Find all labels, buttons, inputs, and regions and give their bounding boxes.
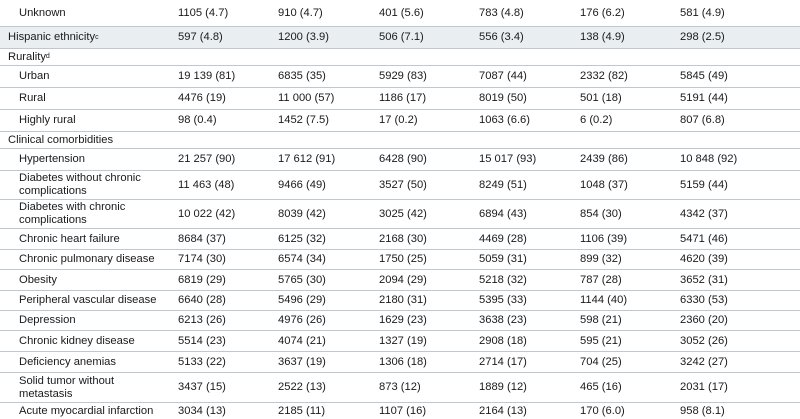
value-cell: 6574 (34) — [278, 253, 326, 265]
value-cell: 1452 (7.5) — [278, 114, 329, 126]
value-cell: 6894 (43) — [479, 207, 527, 220]
value-cell: 6835 (35) — [278, 70, 326, 82]
row-label: Peripheral vascular disease — [19, 294, 157, 306]
value-cell: 17 (0.2) — [379, 114, 418, 126]
value-cell: 6 (0.2) — [580, 114, 613, 126]
row-label: Acute myocardial infarction — [19, 404, 154, 417]
value-cell: 5845 (49) — [680, 70, 728, 82]
value-cell: 170 (6.0) — [580, 404, 625, 417]
value-cell: 1327 (19) — [379, 334, 427, 347]
table-row — [0, 88, 800, 110]
value-cell: 1186 (17) — [379, 92, 427, 104]
value-cell: 3652 (31) — [680, 273, 728, 286]
value-cell: 3034 (13) — [178, 404, 226, 417]
value-cell: 6213 (26) — [178, 314, 226, 326]
value-cell: 11 463 (48) — [178, 178, 235, 191]
value-cell: 2360 (20) — [680, 314, 728, 326]
value-cell: 3638 (23) — [479, 314, 527, 326]
value-cell: 10 848 (92) — [680, 153, 738, 165]
value-cell: 556 (3.4) — [479, 31, 524, 43]
value-cell: 4469 (28) — [479, 232, 527, 245]
value-cell: 595 (21) — [580, 334, 622, 347]
value-cell: 1750 (25) — [379, 253, 427, 265]
value-cell: 21 257 (90) — [178, 153, 236, 165]
value-cell: 704 (25) — [580, 355, 622, 368]
value-cell: 807 (6.8) — [680, 114, 725, 126]
value-cell: 1200 (3.9) — [278, 31, 329, 43]
value-cell: 19 139 (81) — [178, 70, 236, 82]
value-cell: 1063 (6.6) — [479, 114, 530, 126]
value-cell: 5471 (46) — [680, 232, 728, 245]
table-row — [0, 331, 800, 352]
value-cell: 2908 (18) — [479, 334, 527, 347]
row-label: Obesity — [19, 273, 57, 286]
value-cell: 1048 (37) — [580, 178, 628, 191]
value-cell: 4342 (37) — [680, 207, 728, 220]
value-cell: 7174 (30) — [178, 253, 226, 265]
row-label: Diabetes without chronic complications — [19, 172, 141, 197]
value-cell: 5514 (23) — [178, 334, 226, 347]
table-row — [0, 110, 800, 132]
value-cell: 138 (4.9) — [580, 31, 625, 43]
value-cell: 5191 (44) — [680, 92, 728, 104]
value-cell: 9466 (49) — [278, 178, 326, 191]
value-cell: 5496 (29) — [278, 294, 326, 306]
table-row — [0, 270, 800, 291]
value-cell: 6640 (28) — [178, 294, 226, 306]
row-label: Chronic heart failure — [19, 232, 120, 245]
value-cell: 506 (7.1) — [379, 31, 424, 43]
table-row — [0, 171, 800, 200]
table-row — [0, 352, 800, 373]
table-row — [0, 66, 800, 88]
value-cell: 1629 (23) — [379, 314, 427, 326]
value-cell: 8249 (51) — [479, 178, 527, 191]
value-cell: 2522 (13) — [278, 381, 326, 393]
value-cell: 7087 (44) — [479, 70, 527, 82]
value-cell: 15 017 (93) — [479, 153, 537, 165]
value-cell: 4476 (19) — [178, 92, 226, 104]
value-cell: 581 (4.9) — [680, 6, 725, 19]
value-cell: 6819 (29) — [178, 273, 226, 286]
value-cell: 2185 (11) — [278, 404, 326, 417]
value-cell: 5159 (44) — [680, 178, 728, 191]
table-row — [0, 373, 800, 403]
row-label: Unknown — [19, 6, 66, 19]
value-cell: 899 (32) — [580, 253, 622, 265]
value-cell: 3527 (50) — [379, 178, 427, 191]
value-cell: 1107 (16) — [379, 404, 427, 417]
table-row — [0, 403, 800, 419]
value-cell: 5765 (30) — [278, 273, 326, 286]
row-label: Chronic kidney disease — [19, 334, 135, 347]
value-cell: 10 022 (42) — [178, 207, 236, 220]
value-cell: 298 (2.5) — [680, 31, 725, 43]
section-header: Clinical comorbidities — [8, 133, 114, 146]
value-cell: 2031 (17) — [680, 381, 728, 393]
value-cell: 2714 (17) — [479, 355, 527, 368]
value-cell: 1889 (12) — [479, 381, 527, 393]
value-cell: 958 (8.1) — [680, 404, 725, 417]
table-row — [0, 0, 800, 27]
value-cell: 2332 (82) — [580, 70, 628, 82]
value-cell: 401 (5.6) — [379, 6, 424, 19]
value-cell: 6330 (53) — [680, 294, 728, 306]
value-cell: 2180 (31) — [379, 294, 427, 306]
row-label: Depression — [19, 314, 76, 326]
value-cell: 11 000 (57) — [278, 92, 335, 104]
value-cell: 8684 (37) — [178, 232, 226, 245]
value-cell: 4976 (26) — [278, 314, 326, 326]
value-cell: 910 (4.7) — [278, 6, 323, 19]
row-label: Rural — [19, 92, 46, 104]
value-cell: 1105 (4.7) — [178, 6, 229, 19]
value-cell: 3242 (27) — [680, 355, 728, 368]
value-cell: 598 (21) — [580, 314, 622, 326]
value-cell: 501 (18) — [580, 92, 622, 104]
table-row — [0, 311, 800, 331]
value-cell: 2168 (30) — [379, 232, 427, 245]
value-cell: 4074 (21) — [278, 334, 326, 347]
row-label: Deficiency anemias — [19, 355, 117, 368]
value-cell: 783 (4.8) — [479, 6, 524, 19]
value-cell: 3637 (19) — [278, 355, 326, 368]
value-cell: 1306 (18) — [379, 355, 427, 368]
row-label: Diabetes with chronic complications — [19, 201, 126, 226]
value-cell: 5059 (31) — [479, 253, 527, 265]
value-cell: 5929 (83) — [379, 70, 427, 82]
value-cell: 8039 (42) — [278, 207, 326, 220]
row-label: Solid tumor without metastasis — [19, 374, 115, 400]
table-row — [0, 291, 800, 311]
row-label: Hypertension — [19, 153, 85, 165]
value-cell: 1106 (39) — [580, 232, 628, 245]
value-cell: 787 (28) — [580, 273, 622, 286]
row-label: Highly rural — [19, 114, 76, 126]
value-cell: 3052 (26) — [680, 334, 728, 347]
value-cell: 3025 (42) — [379, 207, 427, 220]
value-cell: 8019 (50) — [479, 92, 527, 104]
value-cell: 2164 (13) — [479, 404, 527, 417]
value-cell: 873 (12) — [379, 381, 421, 393]
table-row — [0, 229, 800, 250]
value-cell: 17 612 (91) — [278, 153, 336, 165]
value-cell: 597 (4.8) — [178, 31, 223, 43]
value-cell: 2094 (29) — [379, 273, 427, 286]
section-header: Rurality d — [8, 50, 50, 63]
value-cell: 4620 (39) — [680, 253, 728, 265]
section-header-row — [0, 132, 800, 149]
table-row — [0, 149, 800, 171]
value-cell: 98 (0.4) — [178, 114, 217, 126]
value-cell: 6125 (32) — [278, 232, 326, 245]
value-cell: 2439 (86) — [580, 153, 628, 165]
table-row — [0, 200, 800, 229]
value-cell: 5395 (33) — [479, 294, 527, 306]
value-cell: 5218 (32) — [479, 273, 527, 286]
value-cell: 465 (16) — [580, 381, 622, 393]
value-cell: 3437 (15) — [178, 381, 226, 393]
row-label: Hispanic ethnicity c — [8, 31, 99, 43]
table-row — [0, 27, 800, 49]
table-row — [0, 250, 800, 270]
row-label: Urban — [19, 70, 50, 82]
value-cell: 854 (30) — [580, 207, 622, 220]
row-label: Chronic pulmonary disease — [19, 253, 155, 265]
value-cell: 1144 (40) — [580, 294, 628, 306]
value-cell: 176 (6.2) — [580, 6, 625, 19]
value-cell: 5133 (22) — [178, 355, 226, 368]
section-header-row — [0, 49, 800, 66]
value-cell: 6428 (90) — [379, 153, 427, 165]
